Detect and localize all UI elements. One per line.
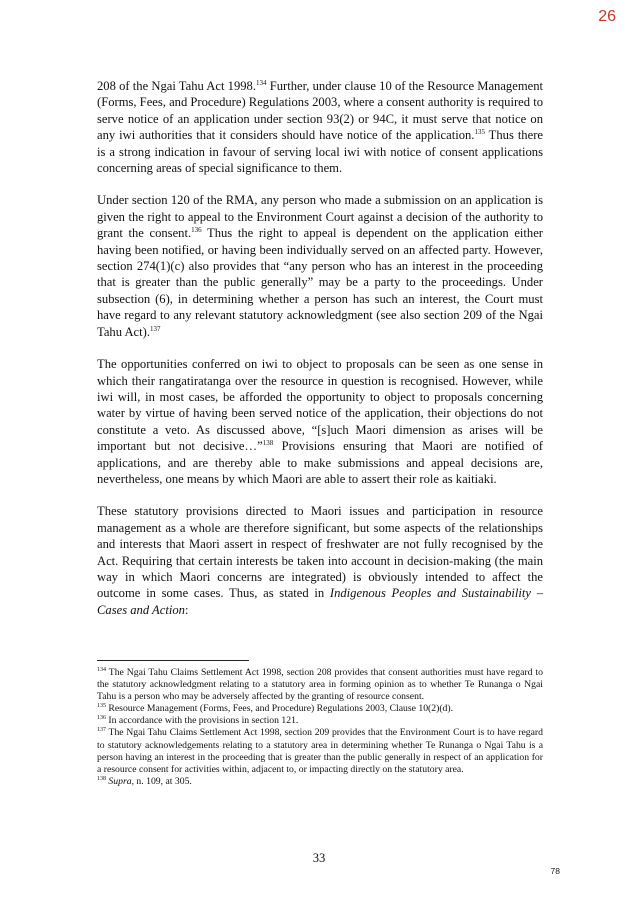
italic-text: Indigenous Peoples and Sustainability – Cases and Action: [97, 586, 543, 617]
footnote: [97, 715, 543, 727]
text-run: These statutory provisions directed to Maori issues and participation in resource management as a whole are therefore significant, but some aspects of the relationships and interests that Maori assert in respect of freshwater are not fully recognised by the Act. Requiring that certain interests be taken into account in decision-making (the main way in which Maori concerns are integrated) is obviously intended to affect the outcome in some cases. Thus, as stated in: [97, 504, 543, 601]
footnote-ref: 135: [474, 128, 485, 137]
corner-page-number: 26: [598, 8, 616, 25]
footnote-ref: 136: [191, 226, 202, 235]
text-run: The Ngai Tahu Claims Settlement Act 1998, section 208 provides that consent authorities must have regard to the statutory acknowledgment relating to a statutory area in forming opinion as to whether Te Runanga o Ngai Tahu is a person who may be adversely affected by the granting of resource consent.: [97, 667, 543, 703]
footnote-ref: 138: [97, 775, 106, 782]
footnote-ref: 136: [97, 715, 106, 722]
footnote: [97, 703, 543, 715]
footnote-ref: 138: [262, 438, 274, 447]
text-run: Further, under clause 10 of the Resource Management (Forms, Fees, and Procedure) Regulations 2003, where a consent authority is required to serve notice of an application under section 93(2) or 94C, it must serve that notice on any iwi authorities that it considers should have notice of the application.: [97, 79, 543, 143]
body-paragraph: [97, 192, 543, 340]
footnote: [97, 727, 543, 775]
body-paragraph: [97, 503, 543, 618]
footnote-ref: 137: [149, 324, 161, 333]
footnote: [97, 776, 543, 788]
text-run: Under section 120 of the RMA, any person who made a submission on an application is given the right to appeal to the Environment Court against a decision of the authority to grant the consent.: [97, 193, 543, 241]
page-number: 33: [312, 851, 326, 865]
text-run: , n. 109, at 305.: [131, 775, 192, 787]
text-run: The Ngai Tahu Claims Settlement Act 1998, section 209 provides that the Environment Court is to have regard to statutory acknowledgements relating to a statutory area in determining whether Te Runanga o Ngai Tahu is a person having an interest in the proceeding that is greater than the public generally in respect of an application for a resource consent for activities within, adjacent to, or impacting directly on the statutory area.: [97, 727, 543, 775]
body-paragraph: [97, 78, 543, 176]
footnote-divider: [97, 660, 249, 661]
footnote: [97, 667, 543, 703]
text-run: Provisions ensuring that Maori are notified of applications, and are thereby able to make submissions and appeal decisions are, nevertheless, one means by which Maori are able to assert their role as kaitiaki.: [97, 439, 544, 486]
text-run: In accordance with the provisions in section 121.: [106, 715, 299, 727]
text-run: :: [184, 602, 189, 617]
text-run: Thus the right to appeal is dependent on the application either having been notified, or having been individually served on an affected party. However, section 274(1)(c) also provides that “any person who has an interest in the proceeding that is greater than the public generally” may be a party to the proceedings. Under subsection (6), in determining whether a person has such an interest, the Court must have regard to any relevant statutory acknowledgment (see also section 209 of the Ngai Tahu Act).: [97, 226, 543, 339]
footnote-ref: 134: [97, 666, 106, 673]
footnote-ref: 135: [97, 703, 106, 710]
footnote-ref: 137: [97, 727, 106, 734]
body-text: [97, 78, 543, 634]
text-run: The opportunities conferred on iwi to object to proposals can be seen as one sense in which their rangatiratanga over the resource in question is recognised. However, while iwi will, in most cases, be afforded the opportunity to object to proposals concerning water by virtue of having been served notice of the application, their objections do not constitute a veto. As discussed above, “[s]uch Maori dimension as arises will be important but not decisive…”: [97, 357, 543, 454]
footnotes: [97, 667, 543, 788]
text-run: 208 of the Ngai Tahu Act 1998.: [97, 79, 257, 93]
text-run: Thus there is a strong indication in favour of serving local iwi with notice of consent applications concerning areas of special significance to them.: [97, 128, 543, 176]
italic-text: Supra: [108, 775, 132, 787]
footnote-ref: 134: [256, 78, 267, 87]
document-number: 78: [550, 866, 560, 876]
text-run: Resource Management (Forms, Fees, and Procedure) Regulations 2003, Clause 10(2)(d).: [106, 703, 454, 715]
body-paragraph: [97, 356, 543, 487]
